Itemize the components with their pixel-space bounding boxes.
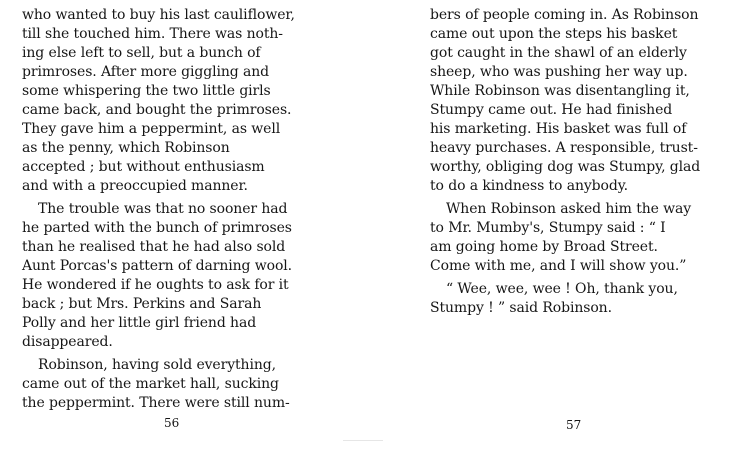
left-page	[22, 0, 318, 452]
text-line: the peppermint. There were still num-	[22, 395, 290, 411]
text-line: Come with me, and I will show you.”	[430, 258, 687, 274]
text-line: to do a kindness to anybody.	[430, 178, 629, 194]
text-line: who wanted to buy his last cauliflower,	[22, 7, 295, 23]
text-line: and with a preoccupied manner.	[22, 178, 248, 194]
text-line: accepted ; but without enthusiasm	[22, 159, 265, 175]
text-line: ing else left to sell, but a bunch of	[22, 45, 261, 61]
text-line: he parted with the bunch of primroses	[22, 220, 292, 236]
text-line: some whispering the two little girls	[22, 83, 271, 99]
text-line: He wondered if he oughts to ask for it	[22, 277, 289, 293]
text-line: Polly and her little girl friend had	[22, 315, 257, 331]
text-line: “ Wee, wee, wee ! Oh, thank you,	[446, 281, 678, 297]
text-line: heavy purchases. A responsible, trust-	[430, 140, 698, 156]
text-line: Aunt Porcas's pattern of darning wool.	[22, 258, 293, 274]
text-line: till she touched him. There was noth-	[22, 26, 283, 42]
text-line: came out of the market hall, sucking	[22, 376, 279, 392]
text-line: Stumpy came out. He had finished	[430, 102, 673, 118]
page-number: 56	[164, 416, 180, 430]
text-line: sheep, who was pushing her way up.	[430, 64, 688, 80]
text-line: The trouble was that no sooner had	[38, 201, 288, 217]
page-number: 57	[566, 418, 582, 432]
text-line: his marketing. His basket was full of	[430, 121, 687, 137]
gutter-divider	[343, 440, 383, 441]
text-line: worthy, obliging dog was Stumpy, glad	[430, 159, 701, 175]
text-line: When Robinson asked him the way	[446, 201, 692, 217]
text-line: as the penny, which Robinson	[22, 140, 230, 156]
text-line: While Robinson was disentangling it,	[430, 83, 690, 99]
text-line: Stumpy ! ” said Robinson.	[430, 300, 612, 316]
text-line: am going home by Broad Street.	[430, 239, 658, 255]
text-line: back ; but Mrs. Perkins and Sarah	[22, 296, 262, 312]
text-line: Robinson, having sold everything,	[38, 357, 276, 373]
text-line: They gave him a peppermint, as well	[22, 121, 281, 137]
text-line: than he realised that he had also sold	[22, 239, 286, 255]
right-page	[430, 0, 718, 452]
text-line: came back, and bought the primroses.	[22, 102, 292, 118]
text-line: came out upon the steps his basket	[430, 26, 678, 42]
text-line: disappeared.	[22, 334, 113, 350]
text-line: got caught in the shawl of an elderly	[430, 45, 687, 61]
text-line: to Mr. Mumby's, Stumpy said : “ I	[430, 220, 666, 236]
text-line: primroses. After more giggling and	[22, 64, 269, 80]
text-line: bers of people coming in. As Robinson	[430, 7, 699, 23]
